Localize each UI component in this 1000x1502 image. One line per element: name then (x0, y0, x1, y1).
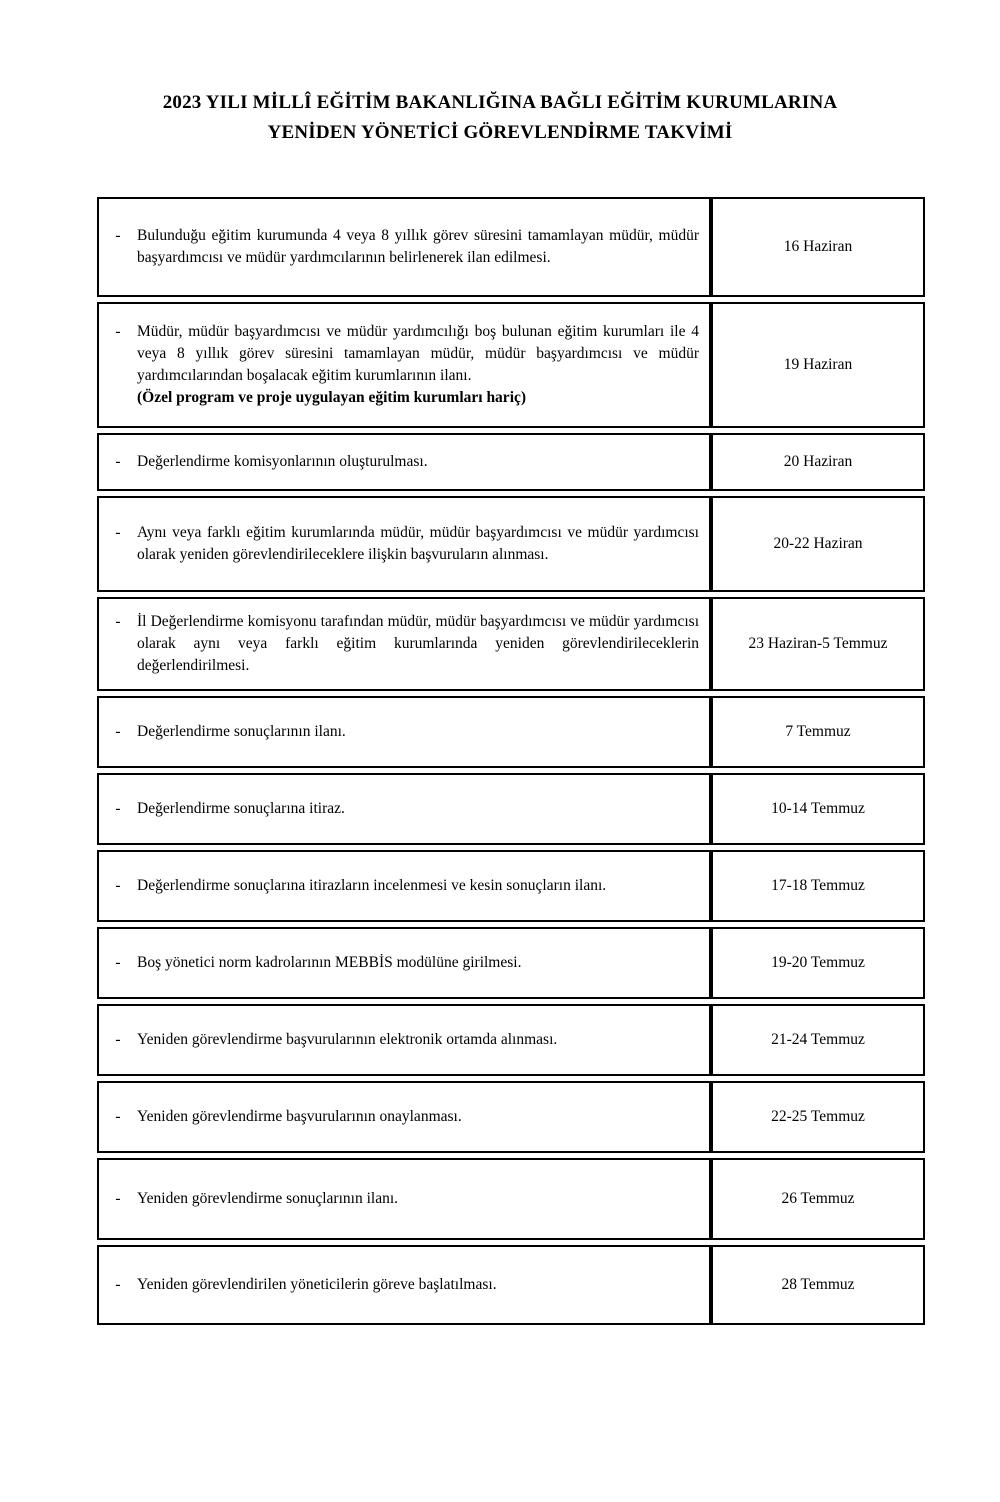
row-text: Müdür, müdür başyardımcısı ve müdür yardımcılığı boş bulunan eğitim kurumları ile 4 veya 8 yıllık görev süresini tamamlayan müdür, müdür başyardımcısı ve müdür yardımcılarından boşalacak eğitim kurumlarının ilanı. (137, 323, 699, 384)
page-title-line-1: 2023 YILI MİLLÎ EĞİTİM BAKANLIĞINA BAĞLI EĞİTİM KURUMLARINA (162, 92, 838, 113)
row-date: 10-14 Temmuz (711, 773, 925, 845)
row-date: 19 Haziran (711, 302, 925, 428)
table-row (97, 496, 925, 592)
row-text: Yeniden görevlendirme başvurularının elektronik ortamda alınması. (137, 1031, 558, 1048)
table-row (97, 773, 925, 845)
bullet-dash: - (115, 723, 121, 740)
row-date: 26 Temmuz (711, 1158, 925, 1240)
bullet-dash: - (115, 1108, 121, 1125)
row-text: Yeniden görevlendirme sonuçlarının ilanı. (137, 1190, 399, 1207)
bullet-dash: - (115, 1190, 121, 1207)
row-text: Değerlendirme sonuçlarının ilanı. (137, 723, 346, 740)
table-row (97, 850, 925, 922)
schedule-table (97, 192, 925, 1330)
bullet-dash: - (115, 453, 121, 470)
row-text: Değerlendirme sonuçlarına itirazların incelenmesi ve kesin sonuçların ilanı. (137, 877, 607, 894)
bullet-dash: - (115, 1031, 121, 1048)
bullet-dash: - (115, 877, 121, 894)
row-date: 20-22 Haziran (711, 496, 925, 592)
row-date: 23 Haziran-5 Temmuz (711, 597, 925, 691)
table-row (97, 197, 925, 297)
bullet-dash: - (115, 323, 121, 340)
row-date: 28 Temmuz (711, 1245, 925, 1325)
page-title-line-2: YENİDEN YÖNETİCİ GÖREVLENDİRME TAKVİMİ (267, 122, 733, 143)
bullet-dash: - (115, 227, 121, 244)
row-text: Yeniden görevlendirme başvurularının onaylanması. (137, 1108, 462, 1125)
table-row (97, 1004, 925, 1076)
row-date: 16 Haziran (711, 197, 925, 297)
table-row (97, 433, 925, 491)
row-text: Yeniden görevlendirilen yöneticilerin göreve başlatılması. (137, 1276, 497, 1293)
bullet-dash: - (115, 800, 121, 817)
bullet-dash: - (115, 954, 121, 971)
row-text: Değerlendirme komisyonlarının oluşturulması. (137, 453, 428, 470)
bullet-dash: - (115, 524, 121, 541)
page-title (0, 88, 1000, 148)
row-text: İl Değerlendirme komisyonu tarafından müdür, müdür başyardımcısı ve müdür yardımcısı olarak aynı veya farklı eğitim kurumlarında yeniden görevlendirileceklerin değerlendirilmesi. (137, 613, 699, 674)
row-date: 19-20 Temmuz (711, 927, 925, 999)
bullet-dash: - (115, 613, 121, 630)
table-row (97, 696, 925, 768)
row-date: 20 Haziran (711, 433, 925, 491)
table-row (97, 597, 925, 691)
row-text: Bulunduğu eğitim kurumunda 4 veya 8 yıllık görev süresini tamamlayan müdür, müdür başyardımcısı ve müdür yardımcılarının belirlenerek ilan edilmesi. (137, 227, 699, 266)
table-row (97, 1158, 925, 1240)
table-row (97, 1245, 925, 1325)
row-date: 21-24 Temmuz (711, 1004, 925, 1076)
row-text: Boş yönetici norm kadrolarının MEBBİS modülüne girilmesi. (137, 954, 522, 971)
row-date: 17-18 Temmuz (711, 850, 925, 922)
table-row (97, 302, 925, 428)
table-row (97, 927, 925, 999)
bullet-dash: - (115, 1276, 121, 1293)
table-row (97, 1081, 925, 1153)
row-note: (Özel program ve proje uygulayan eğitim kurumları hariç) (137, 389, 527, 406)
row-text: Aynı veya farklı eğitim kurumlarında müdür, müdür başyardımcısı ve müdür yardımcısı olarak yeniden görevlendirileceklere ilişkin başvuruların alınması. (137, 524, 699, 563)
row-date: 22-25 Temmuz (711, 1081, 925, 1153)
row-text: Değerlendirme sonuçlarına itiraz. (137, 800, 345, 817)
row-date: 7 Temmuz (711, 696, 925, 768)
